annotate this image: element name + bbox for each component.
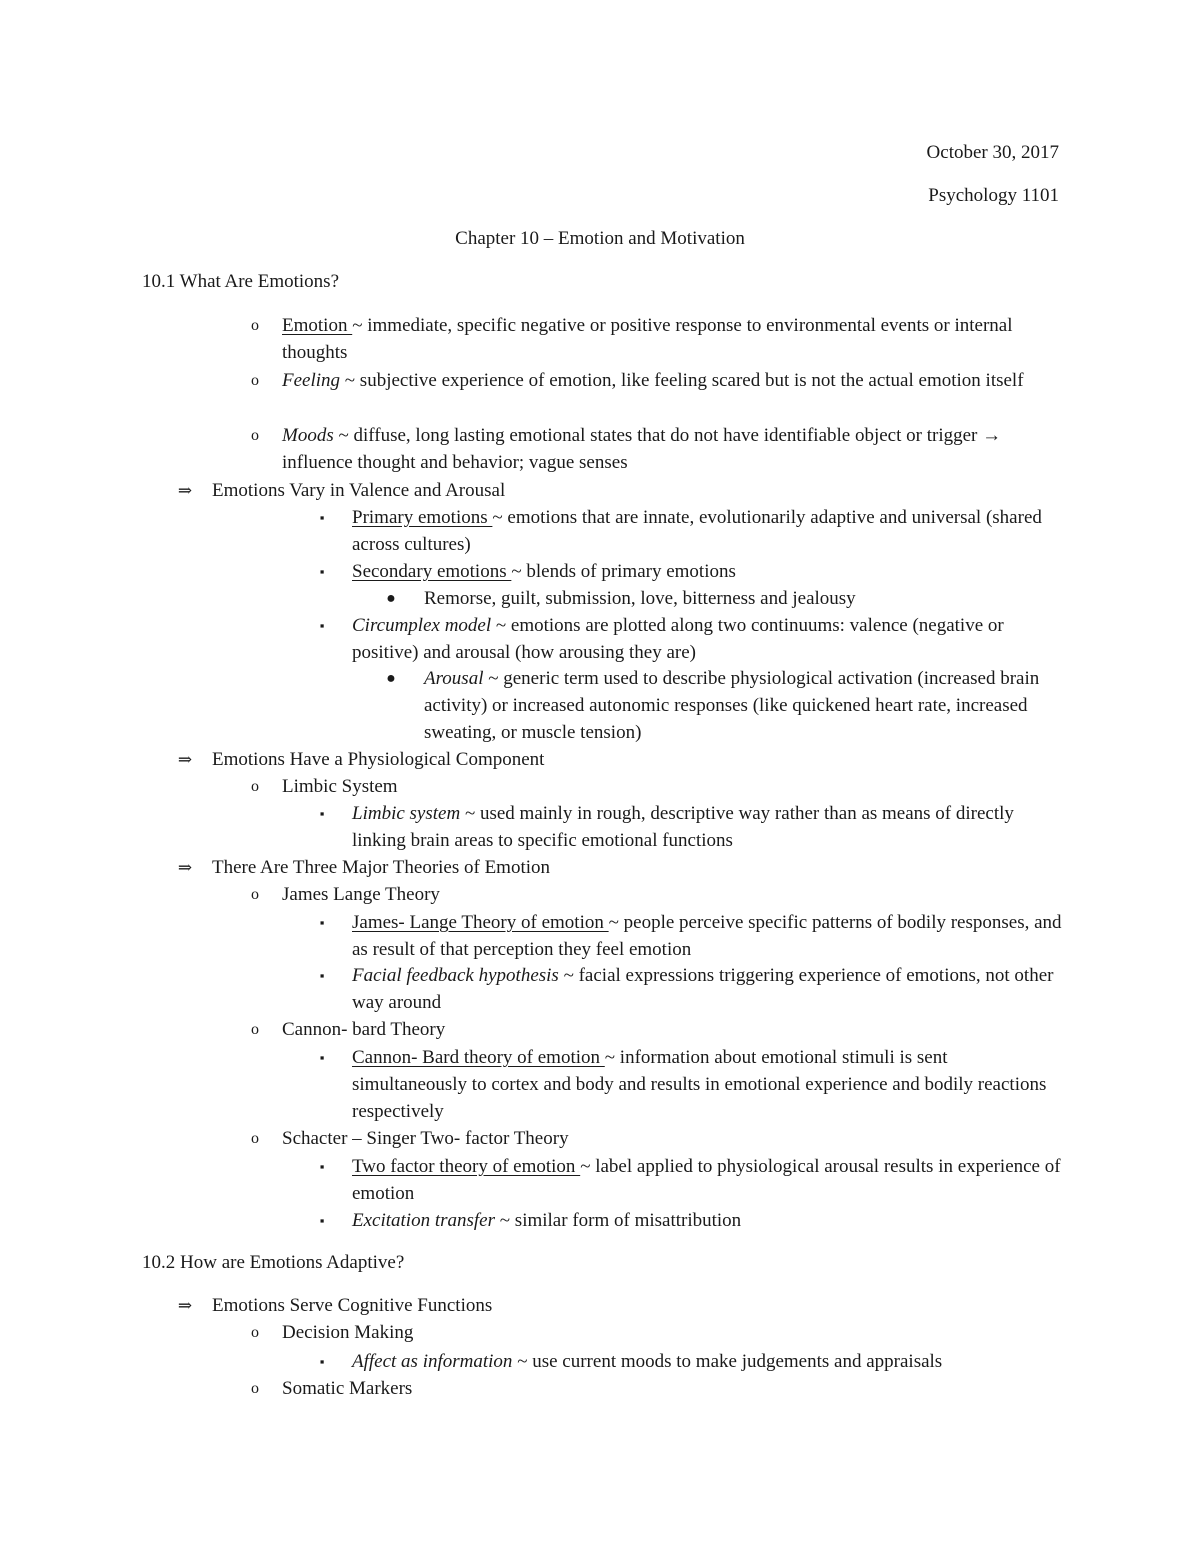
list-item-feeling	[282, 367, 1062, 394]
list-item-secondary-examples: Remorse, guilt, submission, love, bitterness and jealousy	[424, 588, 856, 609]
section-heading-10-1: 10.1 What Are Emotions?	[142, 271, 340, 292]
subtopic-somatic-markers: Somatic Markers	[282, 1378, 413, 1399]
definition-text: ~ blends of primary emotions	[511, 561, 736, 582]
list-item-cannon-bard	[352, 1044, 1062, 1125]
header-course: Psychology 1101	[928, 185, 1059, 206]
bullet-circle-marker: o	[251, 372, 259, 389]
bullet-square-marker: ▪	[319, 915, 325, 930]
term-emotion: Emotion	[282, 315, 353, 336]
term-moods: Moods	[282, 425, 334, 446]
bullet-arrow-marker: ⇒	[177, 481, 193, 500]
section-heading-10-2: 10.2 How are Emotions Adaptive?	[142, 1252, 405, 1273]
definition-text: ~ emotions are plotted along two continuums: valence (negative or positive) and arousal (how arousing they are)	[352, 615, 1004, 663]
bullet-square-marker: ▪	[319, 1159, 325, 1174]
definition-text: influence thought and behavior; vague senses	[282, 452, 628, 473]
definition-text: ~ immediate, specific negative or positive response to environmental events or internal thoughts	[282, 315, 1013, 363]
bullet-circle-marker: o	[251, 1021, 259, 1038]
bullet-circle-marker: o	[251, 427, 259, 444]
definition-text: ~ people perceive specific patterns of bodily responses, and as result of that perception they feel emotion	[352, 912, 1062, 960]
list-item-limbic-system	[352, 800, 1062, 854]
definition-text: ~ information about emotional stimuli is sent simultaneously to cortex and body and results in emotional experience and bodily reactions respectively	[352, 1047, 1047, 1122]
definition-text: ~ use current moods to make judgements and appraisals	[512, 1351, 943, 1372]
list-item-emotion	[282, 312, 1062, 366]
bullet-circle-marker: o	[251, 1130, 259, 1147]
term-circumplex-model: Circumplex model	[352, 615, 492, 636]
list-item-facial-feedback	[352, 962, 1062, 1016]
bullet-square-marker: ▪	[319, 618, 325, 633]
right-arrow-icon: →	[982, 425, 1002, 446]
bullet-circle-marker: o	[251, 778, 259, 795]
term-feeling: Feeling	[282, 370, 341, 391]
bullet-circle-marker: o	[251, 1324, 259, 1341]
term-facial-feedback: Facial feedback hypothesis	[352, 965, 559, 986]
definition-text: ~ label applied to physiological arousal results in experience of emotion	[352, 1156, 1061, 1204]
definition-text: ~ emotions that are innate, evolutionarily adaptive and universal (shared across cultures)	[352, 507, 1042, 555]
page-title: Chapter 10 – Emotion and Motivation	[455, 228, 745, 249]
list-item-affect-as-information	[352, 1348, 1062, 1375]
subtopic-limbic-system: Limbic System	[282, 776, 398, 797]
bullet-circle-marker: o	[251, 886, 259, 903]
topic-cognitive-functions: Emotions Serve Cognitive Functions	[212, 1295, 493, 1316]
subtopic-james-lange: James Lange Theory	[282, 884, 440, 905]
bullet-square-marker: ▪	[319, 806, 325, 821]
bullet-circle-marker: o	[251, 317, 259, 334]
list-item-two-factor	[352, 1153, 1062, 1207]
topic-three-theories: There Are Three Major Theories of Emotion	[212, 857, 551, 878]
term-affect-as-information: Affect as information	[352, 1351, 513, 1372]
definition-text: ~ similar form of misattribution	[495, 1210, 742, 1231]
bullet-square-marker: ▪	[319, 564, 325, 579]
bullet-square-marker: ▪	[319, 510, 325, 525]
list-item-james-lange	[352, 909, 1062, 963]
bullet-dot-marker: ●	[386, 670, 396, 687]
header-date: October 30, 2017	[926, 142, 1059, 163]
term-primary-emotions: Primary emotions	[352, 507, 493, 528]
term-cannon-bard: Cannon- Bard theory of emotion	[352, 1047, 605, 1068]
bullet-square-marker: ▪	[319, 1354, 325, 1369]
subtopic-schacter-singer: Schacter – Singer Two- factor Theory	[282, 1128, 569, 1149]
term-limbic-system: Limbic system	[352, 803, 461, 824]
term-arousal: Arousal	[424, 668, 484, 689]
topic-valence-arousal: Emotions Vary in Valence and Arousal	[212, 480, 506, 501]
bullet-square-marker: ▪	[319, 968, 325, 983]
bullet-circle-marker: o	[251, 1380, 259, 1397]
term-secondary-emotions: Secondary emotions	[352, 561, 512, 582]
topic-physiological-component: Emotions Have a Physiological Component	[212, 749, 545, 770]
list-item-moods	[282, 422, 1062, 476]
list-item-arousal	[424, 665, 1064, 746]
bullet-arrow-marker: ⇒	[177, 750, 193, 769]
bullet-dot-marker: ●	[386, 590, 396, 607]
definition-text: ~ facial expressions triggering experience of emotions, not other way around	[352, 965, 1054, 1013]
definition-text: ~ used mainly in rough, descriptive way rather than as means of directly linking brain areas to specific emotional functions	[352, 803, 1014, 851]
term-excitation-transfer: Excitation transfer	[352, 1210, 496, 1231]
definition-text: ~ generic term used to describe physiological activation (increased brain activity) or increased autonomic responses (like quickened heart rate, increased sweating, or muscle tension)	[424, 668, 1040, 743]
bullet-arrow-marker: ⇒	[177, 1296, 193, 1315]
subtopic-cannon-bard: Cannon- bard Theory	[282, 1019, 446, 1040]
list-item-secondary-emotions	[352, 558, 1062, 585]
list-item-circumplex-model	[352, 612, 1062, 666]
subtopic-decision-making: Decision Making	[282, 1322, 414, 1343]
bullet-arrow-marker: ⇒	[177, 858, 193, 877]
definition-text: ~ diffuse, long lasting emotional states that do not have identifiable object or trigger	[333, 425, 983, 446]
bullet-square-marker: ▪	[319, 1050, 325, 1065]
list-item-primary-emotions	[352, 504, 1062, 558]
term-james-lange: James- Lange Theory of emotion	[352, 912, 609, 933]
bullet-square-marker: ▪	[319, 1213, 325, 1228]
definition-text: ~ subjective experience of emotion, like feeling scared but is not the actual emotion itself	[340, 370, 1024, 391]
term-two-factor: Two factor theory of emotion	[352, 1156, 581, 1177]
list-item-excitation-transfer	[352, 1207, 1062, 1234]
